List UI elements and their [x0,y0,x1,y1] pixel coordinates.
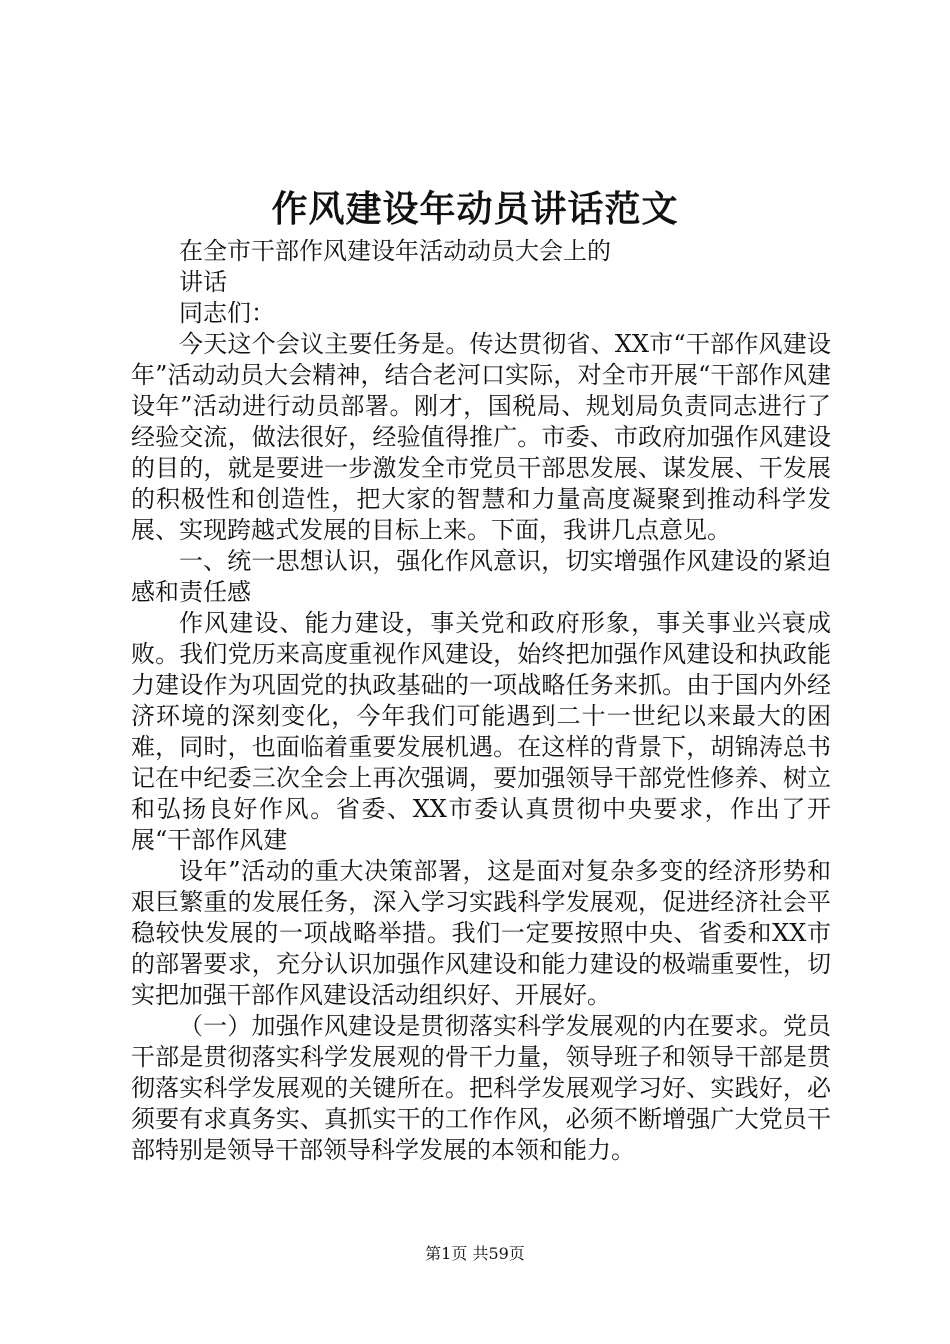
subtitle-line-2: 讲话 [179,268,227,296]
paragraph-opening: 今天这个会议主要任务是。传达贯彻省、XX市“干部作风建设年”活动动员大会精神，结合老河口实际，对全市开展“干部作风建设年”活动进行动员部署。刚才，国税局、规划局负责同志进行了经验交流，做法很好，经验值得推广。市委、市政府加强作风建设的目的，就是要进一步激发全市党员干部思发展、谋发展、干发展的积极性和创造性，把大家的智慧和力量高度凝聚到推动科学发展、实现跨越式发展的目标上来。下面，我讲几点意见。 [131,330,831,544]
paragraph-section-1-continued: 设年”活动的重大决策部署，这是面对复杂多变的经济形势和艰巨繁重的发展任务，深入学习实践科学发展观，促进经济社会平稳较快发展的一项战略举措。我们一定要按照中央、省委和XX市的部署要求，充分认识加强作风建设和能力建设的极端重要性，切实把加强干部作风建设活动组织好、开展好。 [131,857,831,1009]
subtitle-line-1: 在全市干部作风建设年活动动员大会上的 [179,237,611,265]
paragraph-section-1: 作风建设、能力建设，事关党和政府形象，事关事业兴衰成败。我们党历来高度重视作风建设，始终把加强作风建设和执政能力建设作为巩固党的执政基础的一项战略任务来抓。由于国内外经济环境的深刻变化，今年我们可能遇到二十一世纪以来最大的困难，同时，也面临着重要发展机遇。在这样的背景下，胡锦涛总书记在中纪委三次全会上再次强调，要加强领导干部党性修养、树立和弘扬良好作风。省委、XX市委认真贯彻中央要求，作出了开展“干部作风建 [131,609,831,854]
page-footer: 第1页 共59页 [425,1244,525,1263]
document-title: 作风建设年动员讲话范文 [271,188,679,230]
section-heading-1: 一、统一思想认识，强化作风意识，切实增强作风建设的紧迫感和责任感 [131,547,831,606]
salutation: 同志们： [179,299,275,327]
paragraph-subsection-1: （一）加强作风建设是贯彻落实科学发展观的内在要求。党员干部是贯彻落实科学发展观的骨干力量，领导班子和领导干部是贯彻落实科学发展观的关键所在。把科学发展观学习好、实践好，必须要有求真务实、真抓实干的工作作风，必须不断增强广大党员干部特别是领导干部领导科学发展的本领和能力。 [131,1012,831,1164]
document-body [131,236,831,1166]
